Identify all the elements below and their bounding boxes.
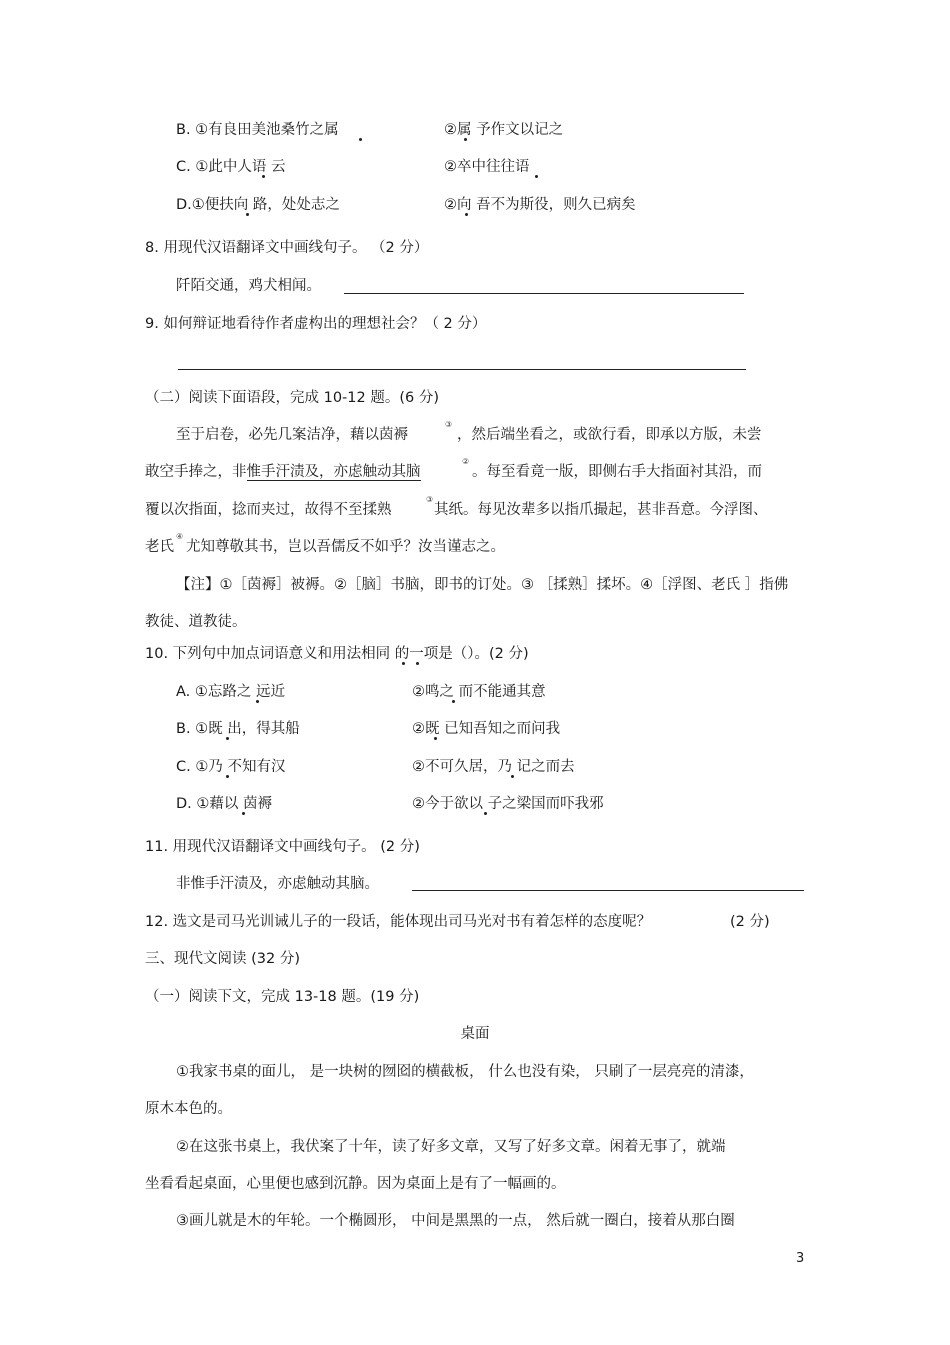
q10-prompt: 10. 下列句中加点词语意义和用法相同 的一项是（）。(2 分)	[145, 646, 529, 662]
passage2-line1-a: 至于启卷，必先几案洁净，藉以茵褥	[176, 427, 408, 443]
section3-subheader: （一）阅读下文，完成 13-18 题。(19 分)	[145, 989, 420, 1005]
q7-option-b-1: B. ①有良田美池桑竹之属	[176, 122, 339, 138]
q12-points: (2 分)	[730, 914, 770, 930]
article-p2-line1: ②在这张书桌上，我伏案了十年，读了好多文章，又写了好多文章。闲着无事了，就端	[176, 1139, 726, 1155]
emphasis-dot	[256, 700, 259, 703]
emphasis-dot	[226, 737, 229, 740]
article-title: 桌面	[460, 1026, 490, 1042]
q10-option-d-1: D. ①藉以 茵褥	[176, 796, 272, 812]
emphasis-dot	[226, 775, 229, 778]
q10-option-b-2: ②既 已知吾知之而问我	[412, 721, 561, 737]
q12-prompt: 12. 选文是司马光训诫儿子的一段话，能体现出司马光对书有着怎样的态度呢？	[145, 914, 652, 930]
footnote-mark: ②	[462, 457, 470, 466]
passage2-line1-b: ，然后端坐看之，或欲行看，即承以方版，未尝	[457, 427, 762, 443]
q10-option-b-1: B. ①既 出，得其船	[176, 721, 300, 737]
emphasis-dot	[434, 737, 437, 740]
emphasis-dot	[484, 812, 487, 815]
emphasis-dot	[511, 775, 514, 778]
section3-header: 三、现代文阅读 (32 分)	[145, 951, 300, 967]
emphasis-dot	[262, 175, 265, 178]
notes-line2: 教徒、道教徒。	[145, 614, 247, 630]
emphasis-dot	[402, 662, 405, 665]
q7-option-d-1: D.①便扶向 路，处处志之	[176, 197, 340, 213]
emphasis-dot	[246, 213, 249, 216]
emphasis-dot	[416, 662, 419, 665]
passage2-line2-a: 敢空手捧之，非	[145, 464, 247, 480]
q7-option-c-1: C. ①此中人语 云	[176, 159, 286, 175]
passage2-line3-a: 覆以次指面，捻而夹过，故得不至揉熟	[145, 502, 392, 518]
emphasis-dot	[464, 138, 467, 141]
q11-answer-line[interactable]	[412, 890, 804, 891]
underlined-sentence: 惟手汗渍及，亦虑触动其脑	[246, 464, 421, 480]
passage2-line2-b: 。每至看竟一版，即侧右手大指面衬其沿，而	[472, 464, 762, 480]
q7-option-d-2: ②向 吾不为斯役，则久已病矣	[444, 197, 636, 213]
passage2-line2	[145, 462, 421, 482]
footnote-mark: ③	[426, 495, 434, 504]
article-p2-line2: 坐看看起桌面，心里便也感到沉静。因为桌面上是有了一幅画的。	[145, 1176, 566, 1192]
page-number: 3	[796, 1251, 805, 1266]
footnote-mark: ③	[445, 420, 453, 429]
q8-sentence: 阡陌交通，鸡犬相闻。	[176, 278, 321, 294]
article-p3-line1: ③画儿就是木的年轮。一个椭圆形， 中间是黑黑的一点， 然后就一圈白，接着从那白圈	[176, 1213, 735, 1229]
q9-answer-line[interactable]	[178, 369, 746, 370]
passage2-line4-a: 老氏	[145, 539, 174, 555]
q10-option-c-1: C. ①乃 不知有汉	[176, 759, 286, 775]
q10-option-a-2: ②鸣之 而不能通其意	[412, 684, 546, 700]
q8-prompt: 8. 用现代汉语翻译文中画线句子。 （2 分）	[145, 240, 429, 256]
q11-sentence: 非惟手汗渍及，亦虑触动其脑。	[176, 876, 379, 892]
q9-prompt: 9. 如何辩证地看待作者虚构出的理想社会？（ 2 分）	[145, 316, 487, 332]
emphasis-dot	[465, 213, 468, 216]
q11-prompt: 11. 用现代汉语翻译文中画线句子。 (2 分)	[145, 839, 420, 855]
q10-option-d-2: ②今于欲以 子之梁国而吓我邪	[412, 796, 604, 812]
q8-answer-line[interactable]	[344, 293, 744, 294]
q10-option-a-1: A. ①忘路之 远近	[176, 684, 285, 700]
q7-option-c-2: ②卒中往往语	[444, 159, 530, 175]
emphasis-dot	[359, 138, 362, 141]
article-p1-line1: ①我家书桌的面儿， 是一块树的囫囵的横截板， 什么也没有染， 只刷了一层亮亮的清漆，	[176, 1064, 754, 1080]
emphasis-dot	[452, 700, 455, 703]
q10-option-c-2: ②不可久居，乃 记之而去	[412, 759, 575, 775]
section2-header: （二）阅读下面语段，完成 10-12 题。(6 分)	[145, 390, 439, 406]
emphasis-dot	[242, 812, 245, 815]
notes-line1: 【注】①［茵褥］被褥。②［脑］书脑，即书的订处。③ ［揉熟］揉坏。④［浮图、老氏 ］指佛	[176, 577, 789, 593]
passage2-line4-b: 尤知尊敬其书，岂以吾儒反不如乎？汝当谨志之。	[186, 539, 505, 555]
footnote-mark: ④	[176, 532, 184, 541]
q7-option-b-2: ②属 予作文以记之	[444, 122, 564, 138]
emphasis-dot	[535, 175, 538, 178]
article-p1-line2: 原木本色的。	[145, 1101, 232, 1117]
passage2-line3-b: 其纸。每见汝辈多以指爪撮起，甚非吾意。今浮图、	[434, 502, 768, 518]
